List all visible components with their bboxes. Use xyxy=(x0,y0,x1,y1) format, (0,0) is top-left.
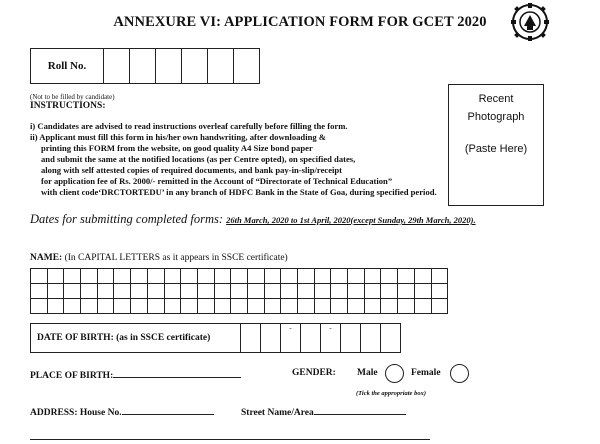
street-field[interactable] xyxy=(314,405,406,415)
dob-label: DATE OF BIRTH: (as in SSCE certificate) xyxy=(31,324,241,352)
name-letter-cell[interactable] xyxy=(415,284,432,299)
name-letter-cell[interactable] xyxy=(281,299,298,314)
gender-male-radio[interactable] xyxy=(385,364,404,383)
name-letter-cell[interactable] xyxy=(381,299,398,314)
address-line xyxy=(30,405,214,418)
name-letter-cell[interactable] xyxy=(81,299,98,314)
name-letter-cell[interactable] xyxy=(114,269,131,284)
dob-box xyxy=(30,323,401,353)
name-letter-cell[interactable] xyxy=(31,269,48,284)
name-letter-cell[interactable] xyxy=(381,269,398,284)
name-letter-cell[interactable] xyxy=(181,299,198,314)
name-letter-cell[interactable] xyxy=(265,269,282,284)
instruction-line: for application fee of Rs. 2000/- remitted in the Account of “Directorate of Technical Education” xyxy=(41,176,393,186)
roll-number-label: Roll No. xyxy=(31,49,104,83)
name-letter-cell[interactable] xyxy=(315,299,332,314)
name-letter-cell[interactable] xyxy=(348,284,365,299)
dob-digit-cell[interactable] xyxy=(281,324,301,352)
name-letter-cell[interactable] xyxy=(148,299,165,314)
name-letter-cell[interactable] xyxy=(248,269,265,284)
roll-number-cell xyxy=(208,49,234,83)
name-letter-cell[interactable] xyxy=(248,284,265,299)
instruction-line: with client code‘DRCTORTEDU’ in any branch of HDFC Bank in the State of Goa, during specified period. xyxy=(41,187,437,197)
place-of-birth-line xyxy=(30,368,241,381)
photo-box xyxy=(448,84,544,206)
name-letter-cell[interactable] xyxy=(64,299,81,314)
name-letter-cell[interactable] xyxy=(31,284,48,299)
name-letter-cell[interactable] xyxy=(398,299,415,314)
name-letter-cell[interactable] xyxy=(181,284,198,299)
name-letter-cell[interactable] xyxy=(165,299,182,314)
instruction-line: ii) Applicant must fill this form in his/her own handwriting, after downloading & xyxy=(30,132,326,142)
roll-number-cell xyxy=(104,49,130,83)
street-label: Street Name/Area xyxy=(241,408,314,418)
college-emblem-icon xyxy=(510,2,550,42)
name-letter-cell[interactable] xyxy=(331,299,348,314)
photo-line-paste: (Paste Here) xyxy=(464,143,528,155)
place-of-birth-label: PLACE OF BIRTH: xyxy=(30,371,114,381)
name-letter-cell[interactable] xyxy=(98,299,115,314)
name-letter-cell[interactable] xyxy=(415,299,432,314)
name-letter-cell[interactable] xyxy=(265,284,282,299)
name-hint: (In CAPITAL LETTERS as it appears in SSCE certificate) xyxy=(64,253,288,263)
name-letter-cell[interactable] xyxy=(231,269,248,284)
name-letter-cell[interactable] xyxy=(398,269,415,284)
name-grid-row xyxy=(31,269,448,284)
name-letter-cell[interactable] xyxy=(432,284,449,299)
not-filled-note: (Not to be filled by candidate) xyxy=(30,93,115,101)
name-letter-cell[interactable] xyxy=(198,284,215,299)
name-letter-cell[interactable] xyxy=(248,299,265,314)
roll-number-cell xyxy=(182,49,208,83)
name-letter-cell[interactable] xyxy=(315,269,332,284)
name-grid-row xyxy=(31,284,448,299)
form-title: ANNEXURE VI: APPLICATION FORM FOR GCET 2020 xyxy=(113,14,487,30)
name-letter-cell[interactable] xyxy=(215,269,232,284)
dob-digit-cell[interactable] xyxy=(321,324,341,352)
name-letter-cell[interactable] xyxy=(165,269,182,284)
name-letter-cell[interactable] xyxy=(298,269,315,284)
name-letter-cell[interactable] xyxy=(64,269,81,284)
name-letter-cell[interactable] xyxy=(348,299,365,314)
name-letter-cell[interactable] xyxy=(114,299,131,314)
street-line xyxy=(241,405,406,418)
roll-number-box xyxy=(30,48,260,84)
name-letter-cell[interactable] xyxy=(98,284,115,299)
dates-line xyxy=(30,212,476,227)
name-letter-cell[interactable] xyxy=(131,299,148,314)
name-letter-cell[interactable] xyxy=(198,299,215,314)
name-letter-cell[interactable] xyxy=(432,269,449,284)
name-letter-cell[interactable] xyxy=(48,269,65,284)
name-letter-cell[interactable] xyxy=(215,299,232,314)
dates-value: 26th March, 2020 to 1st April, 2020(except Sunday, 29th March, 2020). xyxy=(226,215,476,225)
instruction-line: and submit the same at the notified locations (as per Centre opted), on specified dates, xyxy=(41,154,356,164)
dob-separator: - xyxy=(289,324,292,332)
name-letter-cell[interactable] xyxy=(64,284,81,299)
name-letter-cell[interactable] xyxy=(281,284,298,299)
name-grid-row xyxy=(31,299,448,314)
name-letter-cell[interactable] xyxy=(331,269,348,284)
name-letter-cell[interactable] xyxy=(181,269,198,284)
dob-digit-cell[interactable] xyxy=(301,324,321,352)
name-letter-cell[interactable] xyxy=(131,284,148,299)
dob-digit-cell[interactable] xyxy=(341,324,361,352)
name-letter-cell[interactable] xyxy=(381,284,398,299)
gender-female-label: Female xyxy=(411,368,441,378)
name-letter-cell[interactable] xyxy=(231,299,248,314)
name-label: NAME: xyxy=(30,253,63,263)
name-letter-cell[interactable] xyxy=(432,299,449,314)
name-letter-cell[interactable] xyxy=(281,269,298,284)
dob-digit-cell[interactable] xyxy=(241,324,261,352)
dob-digit-cell[interactable] xyxy=(381,324,400,352)
name-letter-cell[interactable] xyxy=(48,284,65,299)
dob-digit-cell[interactable] xyxy=(361,324,381,352)
house-number-field[interactable] xyxy=(122,405,214,415)
name-grid xyxy=(30,268,448,314)
roll-number-cell xyxy=(130,49,156,83)
gender-hint: (Tick the appropriate box) xyxy=(356,390,426,397)
name-letter-cell[interactable] xyxy=(331,284,348,299)
photo-line-photograph: Photograph xyxy=(467,111,525,123)
name-letter-cell[interactable] xyxy=(81,269,98,284)
name-letter-cell[interactable] xyxy=(315,284,332,299)
name-letter-cell[interactable] xyxy=(298,284,315,299)
name-letter-cell[interactable] xyxy=(81,284,98,299)
instruction-line: along with self attested copies of required documents, and bank pay-in-slip/receipt xyxy=(41,165,343,175)
instructions-heading: INSTRUCTIONS: xyxy=(30,101,106,111)
name-letter-cell[interactable] xyxy=(198,269,215,284)
name-letter-cell[interactable] xyxy=(298,299,315,314)
address-label: ADDRESS: House No. xyxy=(30,408,122,418)
name-letter-cell[interactable] xyxy=(148,284,165,299)
dob-separator: - xyxy=(329,324,332,332)
name-letter-cell[interactable] xyxy=(365,284,382,299)
name-letter-cell[interactable] xyxy=(165,284,182,299)
instruction-line: i) Candidates are advised to read instructions overleaf carefully before filling the form. xyxy=(30,121,348,131)
name-letter-cell[interactable] xyxy=(398,284,415,299)
address-continuation-line[interactable] xyxy=(30,439,430,440)
photo-line-recent: Recent xyxy=(478,93,514,105)
name-letter-cell[interactable] xyxy=(131,269,148,284)
name-letter-cell[interactable] xyxy=(365,269,382,284)
name-letter-cell[interactable] xyxy=(31,299,48,314)
name-letter-cell[interactable] xyxy=(348,269,365,284)
name-letter-cell[interactable] xyxy=(98,269,115,284)
name-letter-cell[interactable] xyxy=(148,269,165,284)
name-letter-cell[interactable] xyxy=(415,269,432,284)
name-letter-cell[interactable] xyxy=(48,299,65,314)
name-label-line xyxy=(30,253,288,263)
name-letter-cell[interactable] xyxy=(265,299,282,314)
dob-digit-cell[interactable] xyxy=(261,324,281,352)
gender-female-radio[interactable] xyxy=(450,364,469,383)
instruction-line: printing this FORM from the website, on good quality A4 Size bond paper xyxy=(41,143,313,153)
name-letter-cell[interactable] xyxy=(215,284,232,299)
dates-label: Dates for submitting completed forms: xyxy=(30,212,224,226)
name-letter-cell[interactable] xyxy=(365,299,382,314)
gender-label: GENDER: xyxy=(292,368,336,378)
name-letter-cell[interactable] xyxy=(231,284,248,299)
gender-male-label: Male xyxy=(357,368,378,378)
name-letter-cell[interactable] xyxy=(114,284,131,299)
place-of-birth-field[interactable] xyxy=(113,368,241,378)
roll-number-cell xyxy=(234,49,259,83)
roll-number-cell xyxy=(156,49,182,83)
